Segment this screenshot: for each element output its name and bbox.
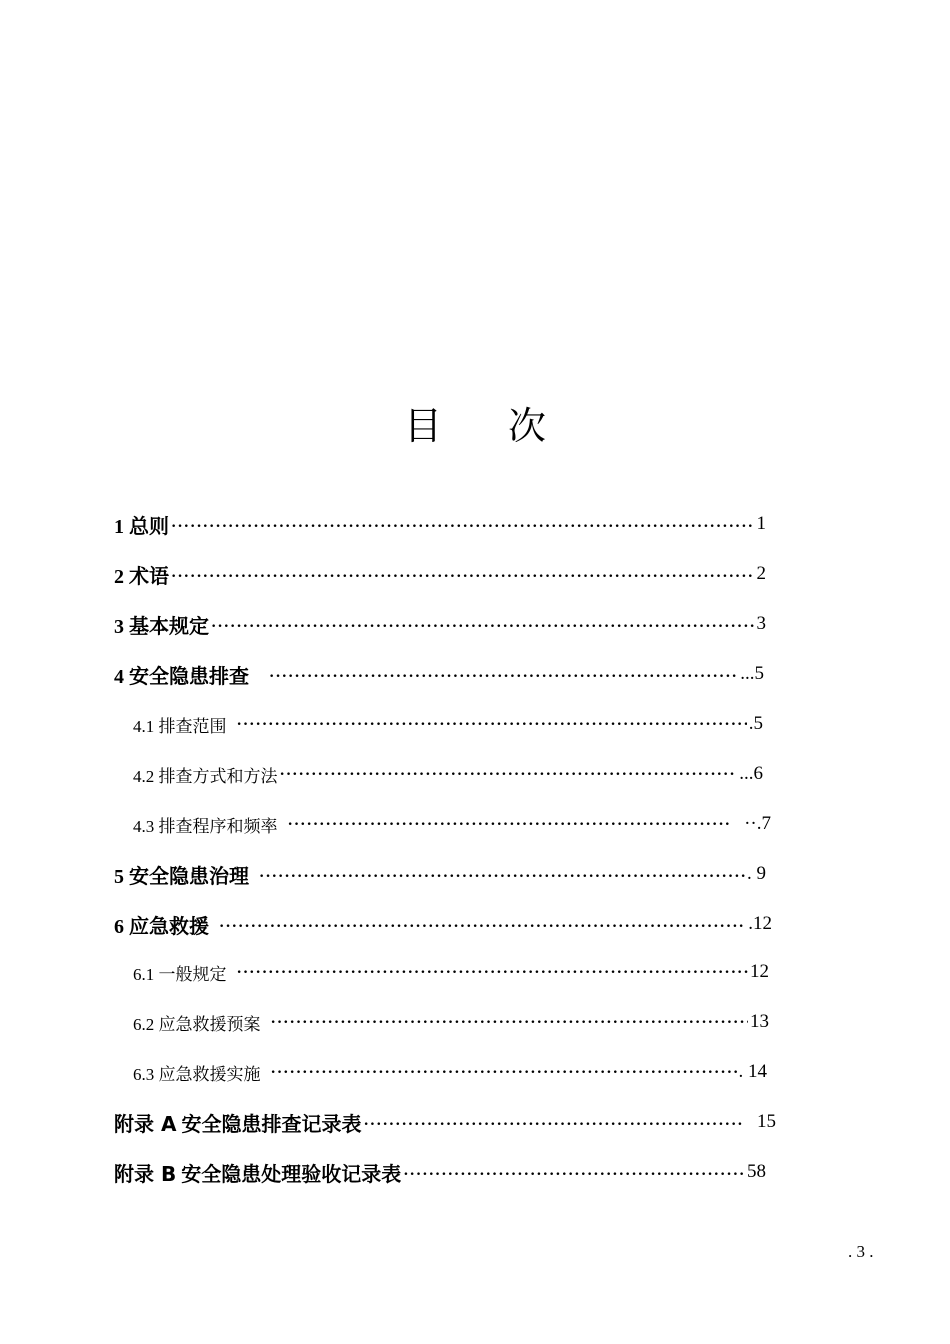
toc-entry-title: 基本规定 (129, 613, 209, 638)
toc-entry-6-3[interactable] (133, 1052, 767, 1092)
dot-leader (237, 962, 749, 984)
dot-leader (269, 664, 738, 686)
dot-leader (259, 864, 745, 886)
toc-entry-title: 应急救援预案 (158, 1014, 261, 1034)
toc-entry-title: 安全隐患治理 (129, 863, 249, 888)
toc-entry-number: 附录 B (114, 1161, 177, 1186)
toc-entry-page: . 9 (747, 863, 766, 884)
dot-leader (171, 564, 755, 586)
toc-entry-number: 4.2 (133, 766, 155, 786)
toc-entry-title: 安全隐患排查记录表 (181, 1111, 362, 1136)
toc-entry-6[interactable] (114, 904, 772, 944)
toc-entry-4-3[interactable] (133, 804, 771, 844)
toc-entry-page: 1 (756, 513, 766, 534)
toc-entry-6-1[interactable] (133, 952, 769, 992)
toc-entry-page: .5 (748, 713, 763, 734)
dot-leader (237, 714, 747, 736)
toc-entry-number: 4.1 (133, 716, 155, 736)
dot-leader (171, 514, 755, 536)
toc-entry-title: 一般规定 (158, 964, 227, 984)
toc-entry-number: 4 (114, 665, 124, 688)
toc-entry-number: 5 (114, 865, 124, 888)
dot-leader (288, 814, 733, 836)
toc-entry-4[interactable] (114, 654, 764, 694)
toc-entry-title: 应急救援 (129, 913, 209, 938)
toc-entry-page: .12 (748, 913, 772, 934)
toc-entry-5[interactable] (114, 854, 766, 894)
toc-entry-number: 6.1 (133, 964, 155, 984)
toc-entry-page: 3 (756, 613, 766, 634)
toc-entry-page: 2 (756, 563, 766, 584)
toc-entry-appendix-a[interactable] (114, 1102, 776, 1142)
toc-entry-page: ...5 (740, 663, 764, 684)
dot-leader (363, 1112, 745, 1134)
toc-entry-number: 4.3 (133, 816, 155, 836)
dot-leader (403, 1162, 745, 1184)
toc-entry-title: 安全隐患排查 (129, 663, 249, 688)
dot-leader (219, 914, 746, 936)
toc-entry-title: 排查方式和方法 (158, 766, 278, 786)
toc-entry-appendix-b[interactable] (114, 1152, 766, 1192)
dot-leader (211, 614, 755, 636)
toc-entry-4-1[interactable] (133, 704, 763, 744)
toc-entry-page: 15 (757, 1111, 776, 1132)
toc-entry-number: 1 (114, 515, 124, 538)
toc-entry-page: 12 (750, 961, 769, 982)
toc-entry-page: 13 (750, 1011, 769, 1032)
toc-entry-1[interactable] (114, 504, 766, 544)
dot-leader (280, 764, 738, 786)
toc-entry-page: ...6 (739, 763, 763, 784)
toc-entry-title: 排查范围 (158, 716, 227, 736)
toc-entry-title: 安全隐患处理验收记录表 (181, 1161, 402, 1186)
toc-entry-title: 术语 (129, 563, 169, 588)
footer-page-number: . 3 . (848, 1242, 874, 1261)
toc-entry-number: 3 (114, 615, 124, 638)
toc-entry-number: 6.3 (133, 1064, 155, 1084)
page-title (0, 398, 950, 454)
toc-entry-title: 总则 (129, 513, 169, 538)
toc-entry-page: ··.7 (744, 813, 771, 834)
dot-leader (271, 1012, 749, 1034)
toc-entry-number: 6.2 (133, 1014, 155, 1034)
toc-entry-page: . 14 (738, 1061, 767, 1082)
toc-entry-number: 6 (114, 915, 124, 938)
toc-entry-2[interactable] (114, 554, 766, 594)
toc-entry-6-2[interactable] (133, 1002, 769, 1042)
toc-entry-title: 应急救援实施 (158, 1064, 261, 1084)
toc-entry-title: 排查程序和频率 (158, 816, 278, 836)
toc-entry-number: 2 (114, 565, 124, 588)
page-title-char-1: 目 (403, 404, 442, 448)
page-title-char-2: 次 (508, 404, 547, 448)
toc-entry-number: 附录 A (114, 1111, 177, 1136)
dot-leader (271, 1062, 737, 1084)
toc-entry-page: 58 (747, 1161, 766, 1182)
toc-entry-4-2[interactable] (133, 754, 763, 794)
toc-entry-3[interactable] (114, 604, 766, 644)
